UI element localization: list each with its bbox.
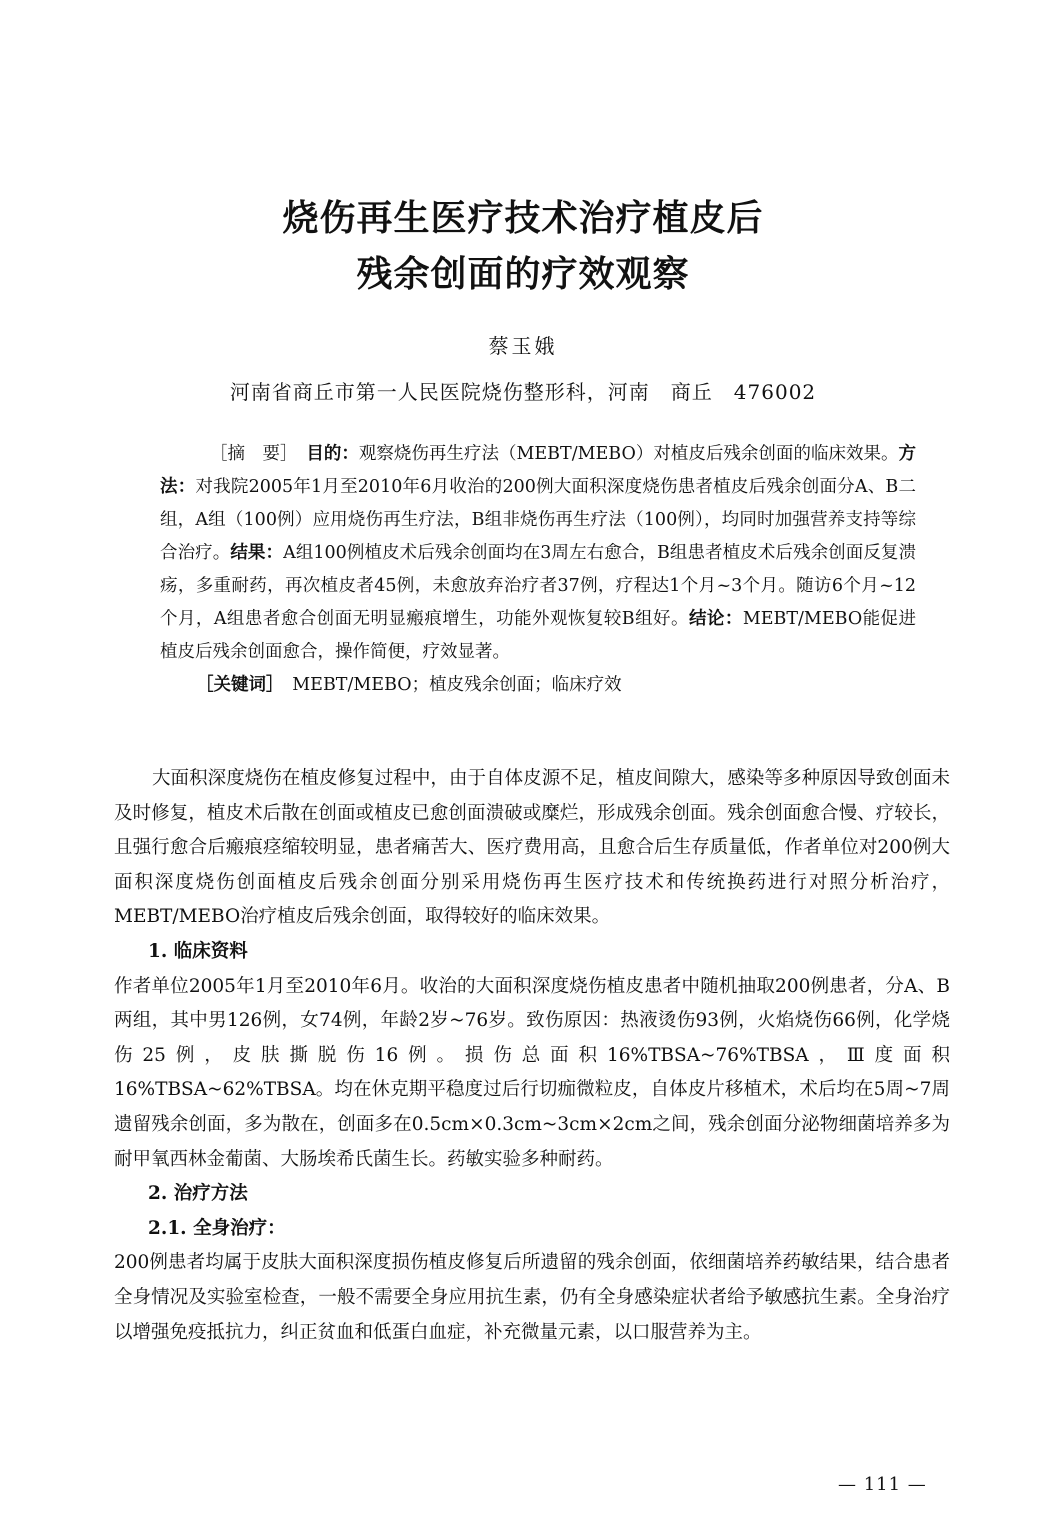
purpose-text: 观察烧伤再生疗法（MEBT/MEBO）对植皮后残余创面的临床效果。 [358, 444, 899, 464]
abstract [160, 438, 916, 702]
abstract-paragraph [160, 438, 916, 669]
method-label: 方法： [160, 444, 917, 497]
author: 蔡玉娥 [488, 334, 558, 358]
section-2-1-heading: 2.1. 全身治疗： [148, 1217, 286, 1239]
section-1-paragraph: 作者单位2005年1月至2010年6月。收治的大面积深度烧伤植皮患者中随机抽取200例患者，分A、B两组，其中男126例，女74例，年龄2岁~76岁。致伤原因：热液烫伤93例，火焰烧伤66例，化学烧伤25例，皮肤撕脱伤16例。损伤总面积16%TBSA~76%TBSA，Ⅲ度面积16%TBSA~62%TBSA。均在休克期平稳度过后行切痂微粒皮，自体皮片移植术，术后均在5周~7周遗留残余创面，多为散在，创面多在0.5cm×0.3cm~3cm×2cm之间，残余创面分泌物细菌培养多为耐甲氧西林金葡菌、大肠埃希氏菌生长。药敏实验多种耐药。 [114, 975, 950, 1170]
result-text: A组100例植皮术后残余创面均在3周左右愈合，B组患者植皮术后残余创面反复溃疡，多重耐药，再次植皮者45例，未愈放弃治疗者37例，疗程达1个月~3个月。随访6个月~12个月，A组患者愈合创面无明显瘢痕增生，功能外观恢复较B组好。 [160, 543, 917, 629]
conclusion-label: 结论： [688, 609, 743, 629]
keywords-paragraph [160, 669, 916, 702]
purpose-label: 目的： [306, 444, 359, 464]
title-line-2: 残余创面的疗效观察 [356, 254, 690, 295]
affiliation: 河南省商丘市第一人民医院烧伤整形科，河南 商丘 476002 [229, 380, 817, 404]
conclusion-text: MEBT/MEBO能促进植皮后残余创面愈合，操作简便，疗效显著。 [160, 609, 917, 662]
keywords-text: MEBT/MEBO；植皮残余创面；临床疗效 [292, 675, 622, 695]
keywords-label: ［关键词］ [196, 675, 275, 695]
body-text [114, 762, 950, 1350]
page-number: — 111 — [838, 1474, 927, 1495]
method-text: 对我院2005年1月至2010年6月收治的200例大面积深度烧伤患者植皮后残余创面分A、B二组，A组（100例）应用烧伤再生疗法，B组非烧伤再生疗法（100例），均同时加强营养支持等综合治疗。 [160, 477, 917, 563]
title-line-1: 烧伤再生医疗技术治疗植皮后 [282, 198, 764, 239]
section-2-heading: 2. 治疗方法 [148, 1183, 248, 1205]
abstract-label: ［摘 要］ [210, 444, 289, 464]
intro-paragraph: 大面积深度烧伤在植皮修复过程中，由于自体皮源不足，植皮间隙大，感染等多种原因导致创面未及时修复，植皮术后散在创面或植皮已愈创面溃破或糜烂，形成残余创面。残余创面愈合慢、疗较长，且强行愈合后瘢痕痉缩较明显，患者痛苦大、医疗费用高，且愈合后生存质量低，作者单位对200例大面积深度烧伤创面植皮后残余创面分别采用烧伤再生医疗技术和传统换药进行对照分析治疗，MEBT/MEBO治疗植皮后残余创面，取得较好的临床效果。 [114, 768, 950, 928]
section-1-heading: 1. 临床资料 [148, 940, 248, 962]
section-2-1-paragraph: 200例患者均属于皮肤大面积深度损伤植皮修复后所遗留的残余创面，依细菌培养药敏结果，结合患者全身情况及实验室检查，一般不需要全身应用抗生素，仍有全身感染症状者给予敏感抗生素。全身治疗以增强免疫抵抗力，纠正贫血和低蛋白血症，补充微量元素，以口服营养为主。 [114, 1252, 950, 1343]
result-label: 结果： [230, 543, 284, 563]
